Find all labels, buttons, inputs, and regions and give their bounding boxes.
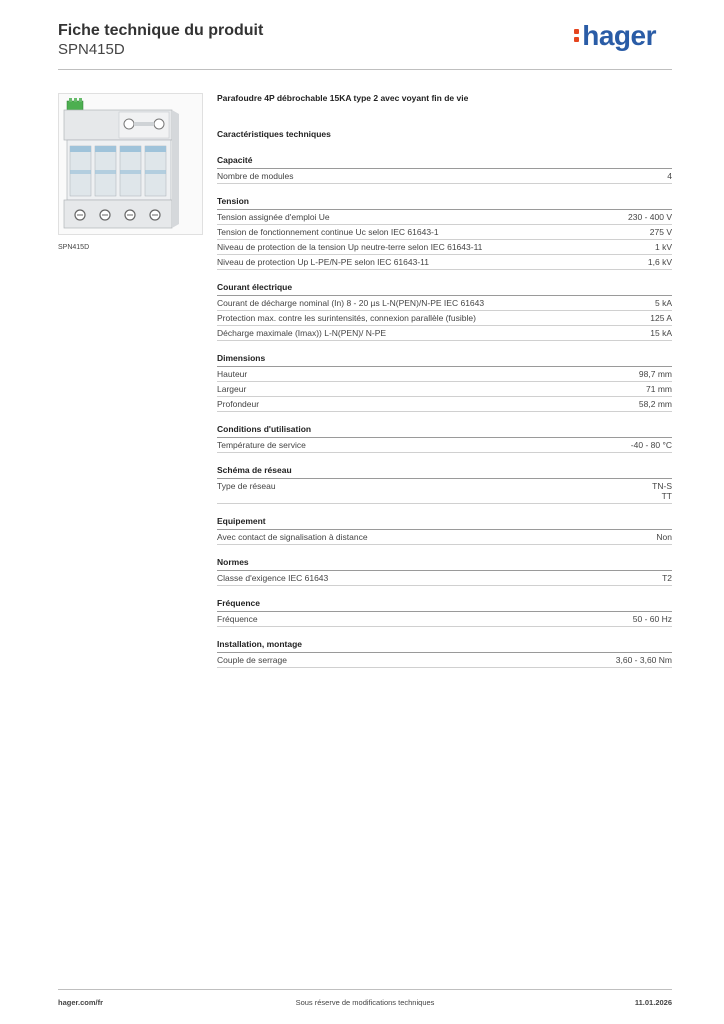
section-title: Capacité	[217, 155, 672, 169]
spec-value: 1,6 kV	[647, 257, 672, 267]
spec-row	[217, 612, 672, 627]
spec-label: Couple de serrage	[217, 655, 287, 665]
section-title: Schéma de réseau	[217, 465, 672, 479]
spec-label: Classe d'exigence IEC 61643	[217, 573, 329, 583]
spec-label: Profondeur	[217, 399, 260, 409]
section-title: Dimensions	[217, 353, 672, 367]
footer-disclaimer: Sous réserve de modifications techniques	[295, 998, 435, 1007]
spec-value: 230 - 400 V	[628, 212, 672, 222]
spec-value: 125 A	[650, 313, 672, 323]
spec-sections	[217, 155, 672, 668]
product-description: Parafoudre 4P débrochable 15KA type 2 avec voyant fin de vie	[217, 93, 469, 103]
footer-date: 11.01.2026	[634, 998, 672, 1007]
hager-logo	[574, 20, 656, 52]
spec-section	[217, 598, 672, 627]
image-caption: SPN415D	[58, 244, 90, 251]
product-reference: SPN415D	[58, 41, 125, 58]
section-title: Courant électrique	[217, 282, 672, 296]
spec-value: TN-S TT	[652, 481, 672, 501]
logo-text: hager	[582, 20, 656, 51]
spec-value: 1 kV	[654, 242, 672, 252]
spec-row	[217, 530, 672, 545]
spec-section	[217, 465, 672, 504]
spec-value: -40 - 80 °C	[630, 440, 672, 450]
spec-row	[217, 438, 672, 453]
spec-section	[217, 282, 672, 341]
section-title: Tension	[217, 196, 672, 210]
page-header	[58, 20, 672, 70]
spec-label: Fréquence	[217, 614, 258, 624]
spec-row	[217, 225, 672, 240]
spec-value: 71 mm	[646, 384, 672, 394]
footer-website: hager.com/fr	[58, 998, 104, 1007]
spec-value: Non	[656, 532, 672, 542]
spec-row	[217, 311, 672, 326]
section-title: Fréquence	[217, 598, 672, 612]
spec-label: Tension de fonctionnement continue Uc selon IEC 61643-1	[217, 227, 439, 237]
spec-label: Hauteur	[217, 369, 248, 379]
spec-row	[217, 296, 672, 311]
spec-label: Protection max. contre les surintensités, connexion parallèle (fusible)	[217, 313, 476, 323]
spec-label: Décharge maximale (Imax)) L-N(PEN)/ N-PE	[217, 328, 387, 338]
spec-value: 15 kA	[650, 328, 672, 338]
spec-row	[217, 255, 672, 270]
spec-row	[217, 382, 672, 397]
spec-value: 275 V	[649, 227, 672, 237]
spec-section	[217, 155, 672, 184]
spec-value: 58,2 mm	[638, 399, 672, 409]
spec-label: Niveau de protection de la tension Up neutre-terre selon IEC 61643-11	[217, 242, 483, 252]
spec-row	[217, 571, 672, 586]
spec-row	[217, 397, 672, 412]
spec-row	[217, 210, 672, 225]
spec-row	[217, 367, 672, 382]
spec-label: Avec contact de signalisation à distance	[217, 532, 368, 542]
spec-value: T2	[662, 573, 672, 583]
spec-row	[217, 240, 672, 255]
spec-value: 50 - 60 Hz	[632, 614, 672, 624]
spec-section	[217, 557, 672, 586]
spec-label: Tension assignée d'emploi Ue	[217, 212, 330, 222]
surge-protector-illustration	[59, 94, 202, 234]
spec-value: 3,60 - 3,60 Nm	[615, 655, 672, 665]
section-title: Conditions d'utilisation	[217, 424, 672, 438]
spec-label: Nombre de modules	[217, 171, 294, 181]
spec-section	[217, 516, 672, 545]
spec-value: 5 kA	[654, 298, 672, 308]
spec-row	[217, 653, 672, 668]
section-title: Normes	[217, 557, 672, 571]
spec-value: 4	[667, 171, 672, 181]
specs-heading: Caractéristiques techniques	[217, 129, 331, 139]
document-title: Fiche technique du produit	[58, 22, 264, 39]
spec-label: Largeur	[217, 384, 247, 394]
spec-row	[217, 479, 672, 504]
spec-label: Type de réseau	[217, 481, 276, 491]
spec-section	[217, 639, 672, 668]
section-title: Equipement	[217, 516, 672, 530]
spec-label: Température de service	[217, 440, 306, 450]
spec-label: Niveau de protection Up L-PE/N-PE selon IEC 61643-11	[217, 257, 429, 267]
section-title: Installation, montage	[217, 639, 672, 653]
logo-dots-icon	[574, 26, 580, 44]
spec-section	[217, 424, 672, 453]
page-footer	[58, 989, 672, 1009]
spec-label: Courant de décharge nominal (In) 8 - 20 µs L-N(PEN)/N-PE IEC 61643	[217, 298, 485, 308]
surge-protector-image	[58, 93, 203, 235]
spec-row	[217, 169, 672, 184]
spec-content	[217, 93, 672, 668]
spec-section	[217, 196, 672, 270]
spec-value: 98,7 mm	[638, 369, 672, 379]
spec-row	[217, 326, 672, 341]
spec-section	[217, 353, 672, 412]
